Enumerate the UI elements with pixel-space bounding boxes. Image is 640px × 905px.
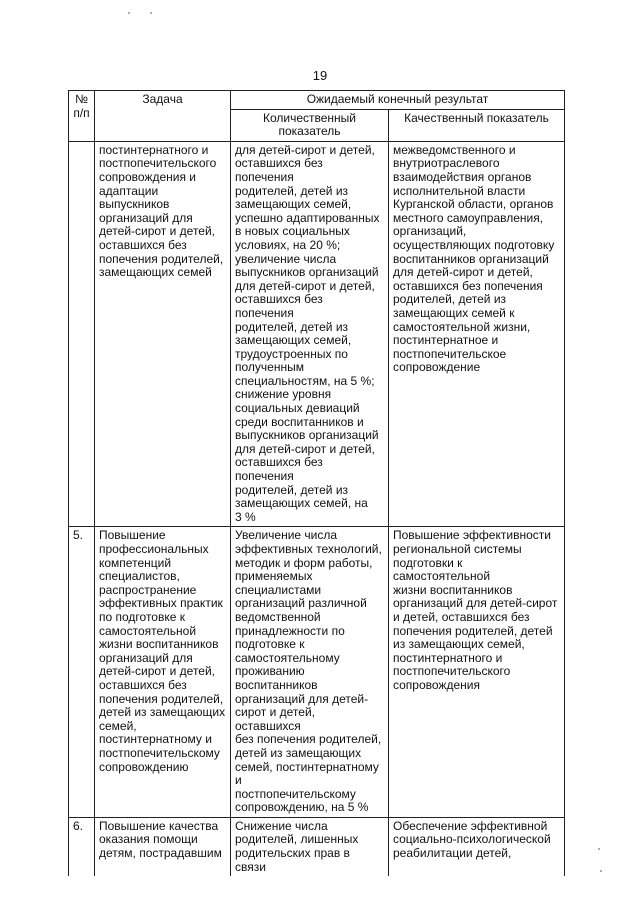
table-row <box>69 141 565 527</box>
scan-speck <box>598 848 600 850</box>
header-num: № п/п <box>69 91 95 142</box>
scan-speck <box>600 870 602 872</box>
table-row <box>69 527 565 817</box>
row-qualitative: Повышение эффективности региональной системы подготовки к самостоятельной жизни воспитанников организаций для детей-сирот и детей, оставшихся без попечения родителей, детей из замещающих семей, постинтернатного и постпопечительского сопровождения <box>389 527 565 817</box>
row-num: 5. <box>69 527 95 817</box>
row-num <box>69 141 95 527</box>
row-quantitative: Увеличение числа эффективных технологий, методик и форм работы, применяемых специалистами организаций различной ведомственной принадлежности по подготовке к самостоятельному проживанию воспитанников организаций для детей- сирот и детей, оставшихся без попечения родителей, детей из замещающих семей, постинтернатному и постпопечительскому сопровождению, на 5 % <box>231 527 389 817</box>
row-qualitative: Обеспечение эффективной социально-психологической реабилитации детей, <box>389 817 565 876</box>
header-quantitative: Количественный показатель <box>231 109 389 141</box>
page-number: 19 <box>312 68 328 83</box>
row-qualitative: межведомственного и внутриотраслевого взаимодействия органов исполнительной власти Курганской области, органов местного самоуправления, организаций, осуществляющих подготовку воспитанников организаций для детей-сирот и детей, оставшихся без попечения родителей, детей из замещающих семей к самостоятельной жизни, постинтернатное и постпопечительское сопровождение <box>389 141 565 527</box>
scan-speck <box>128 12 130 14</box>
row-num: 6. <box>69 817 95 876</box>
header-qualitative: Качественный показатель <box>389 109 565 141</box>
table-row <box>69 817 565 876</box>
results-table <box>68 90 565 876</box>
header-task: Задача <box>95 91 231 142</box>
row-task: Повышение качества оказания помощи детям, пострадавшим <box>95 817 231 876</box>
table-header-row <box>69 91 565 110</box>
row-quantitative: Снижение числа родителей, лишенных родительских прав в связи <box>231 817 389 876</box>
row-task: Повышение профессиональных компетенций специалистов, распространение эффективных практик по подготовке к самостоятельной жизни воспитанников организаций для детей-сирот и детей, оставшихся без попечения родителей, детей из замещающих семей, постинтернатному и постпопечительскому сопровождению <box>95 527 231 817</box>
row-quantitative: для детей-сирот и детей, оставшихся без попечения родителей, детей из замещающих семей, успешно адаптированных в новых социальных условиях, на 20 %; увеличение числа выпускников организаций для детей-сирот и детей, оставшихся без попечения родителей, детей из замещающих семей, трудоустроенных по полученным специальностям, на 5 %; снижение уровня социальных девиаций среди воспитанников и выпускников организаций для детей-сирот и детей, оставшихся без попечения родителей, детей из замещающих семей, на 3 % <box>231 141 389 527</box>
header-expected-result: Ожидаемый конечный результат <box>231 91 565 110</box>
scan-speck <box>150 12 152 14</box>
row-task: постинтернатного и постпопечительского сопровождения и адаптации выпускников организаций для детей-сирот и детей, оставшихся без попечения родителей, замещающих семей <box>95 141 231 527</box>
